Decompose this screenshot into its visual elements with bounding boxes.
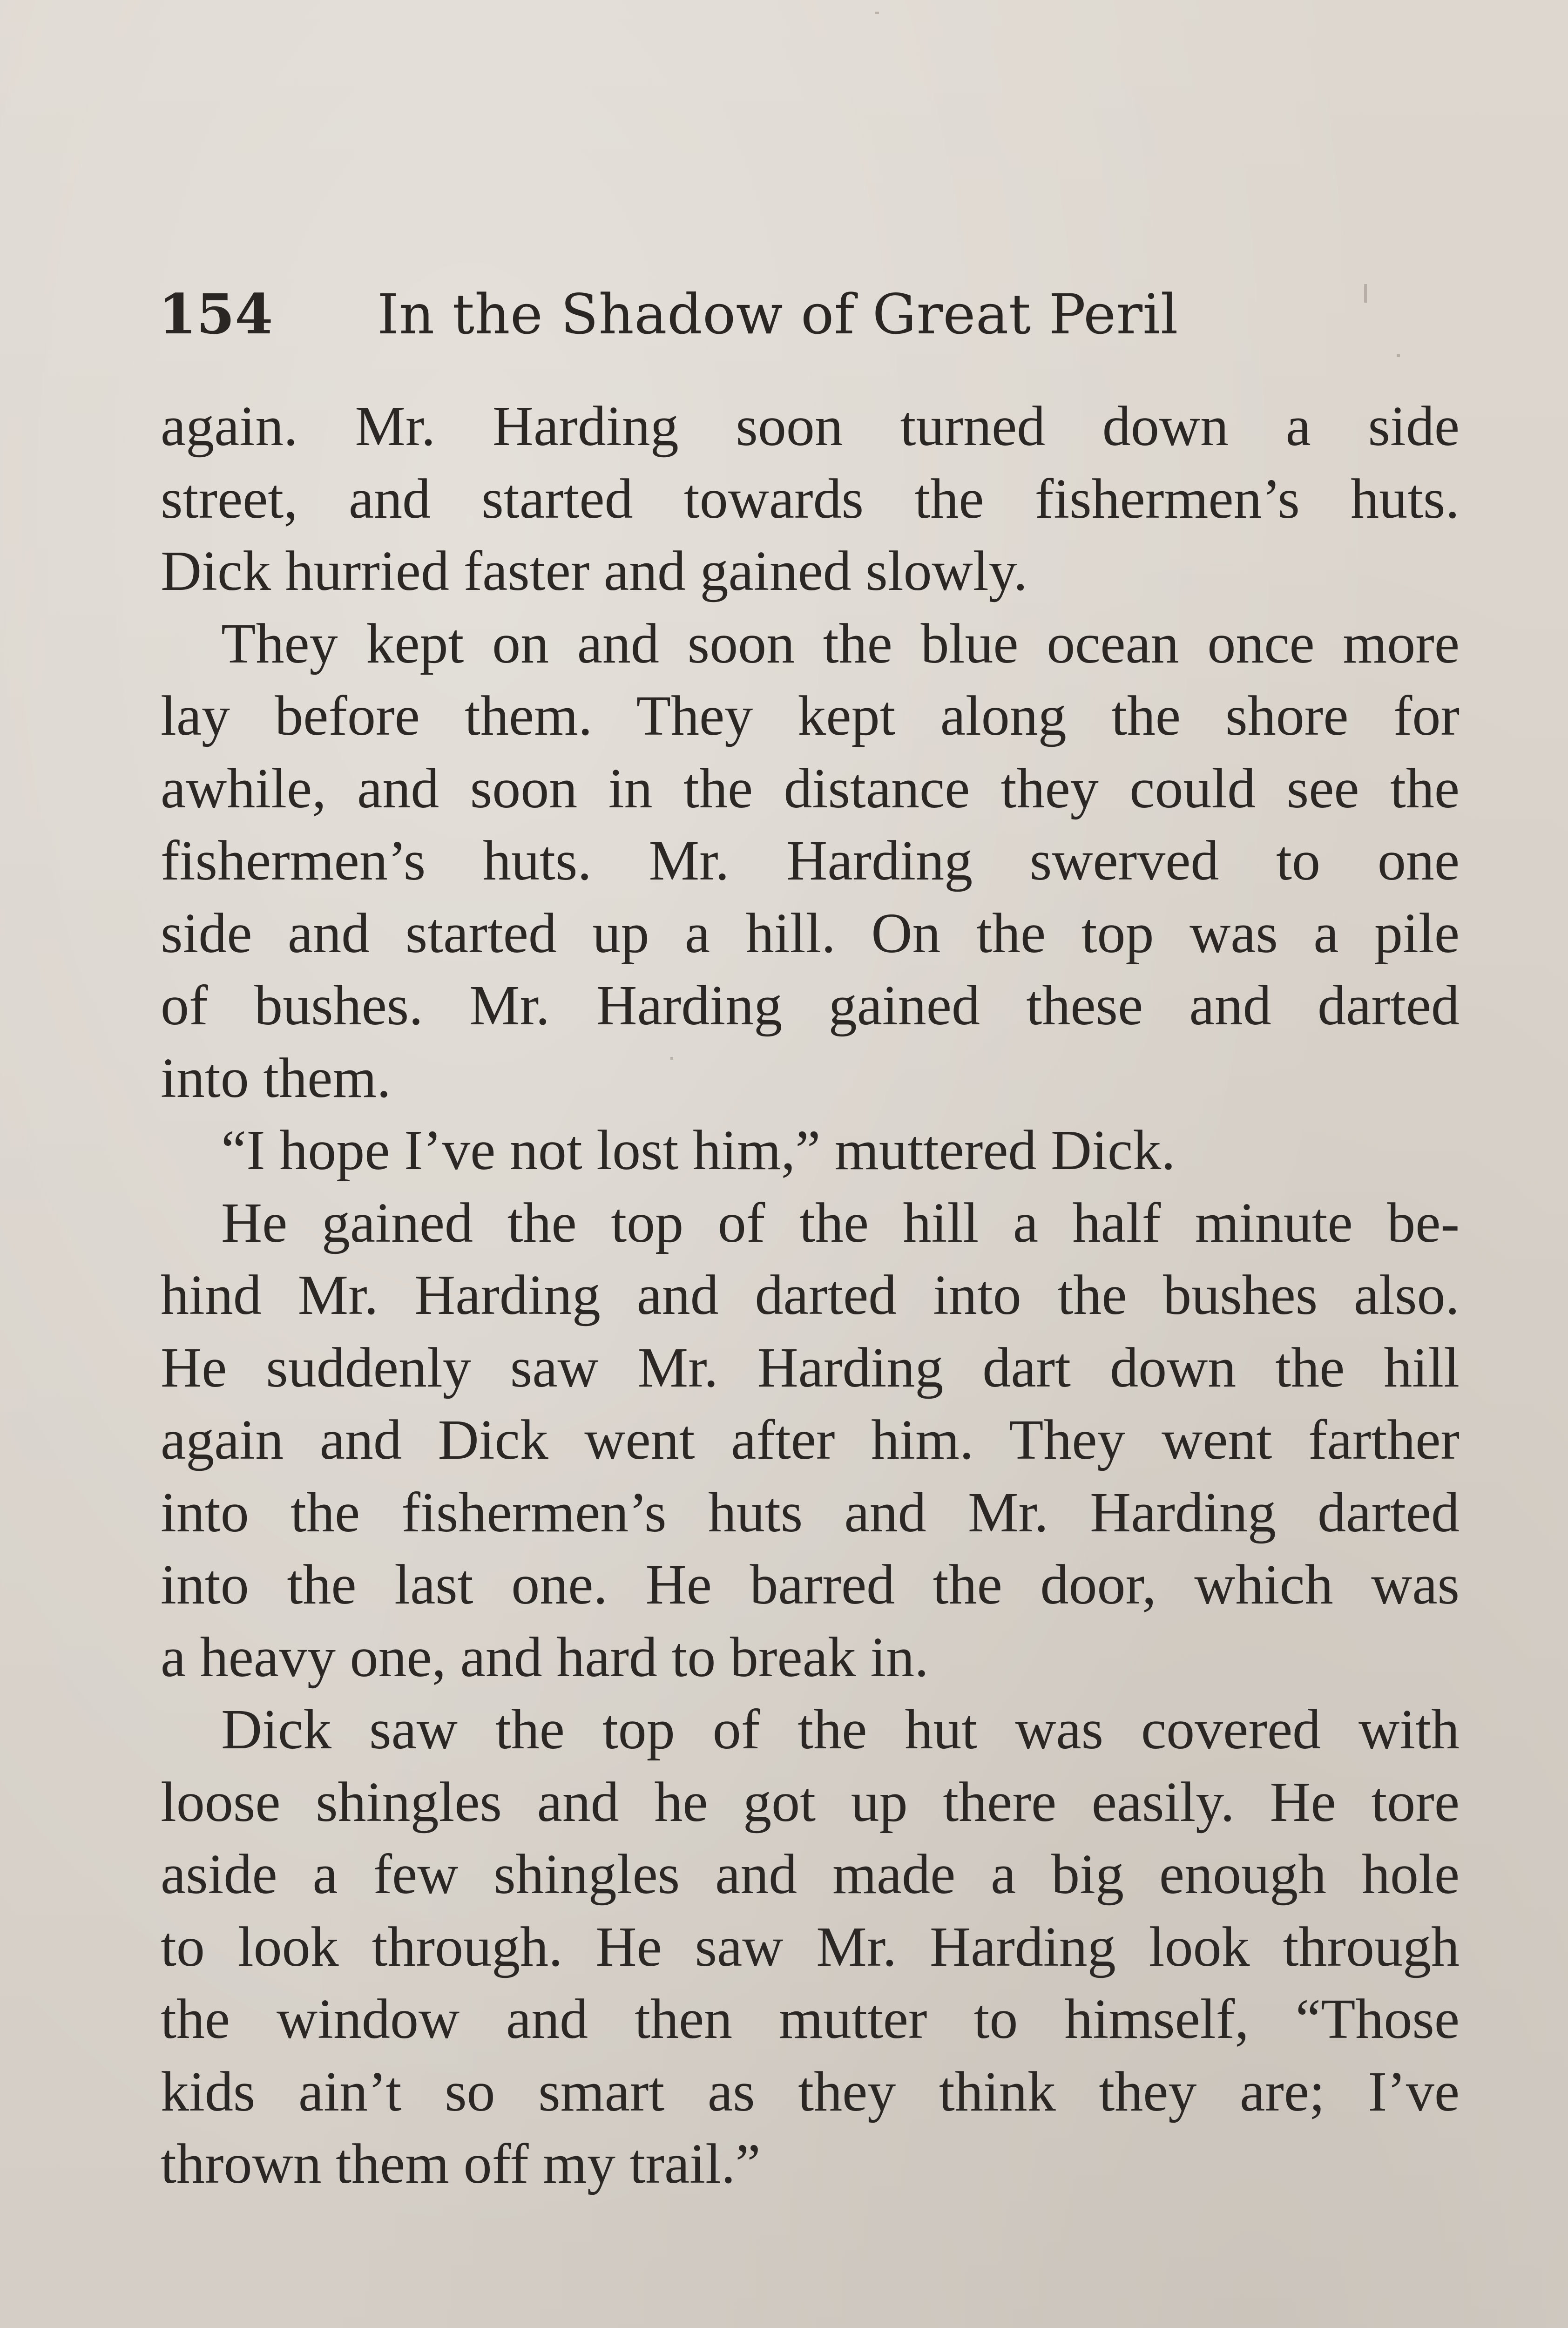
text-line: lay before them. They kept along the shore for <box>161 684 1460 747</box>
running-head <box>158 282 1178 352</box>
text-line: of bushes. Mr. Harding gained these and darted <box>161 974 1460 1037</box>
text-line: “I hope I’ve not lost him,” muttered Dick. <box>221 1119 1176 1182</box>
text-line: kids ain’t so smart as they think they are; I’ve <box>161 2060 1460 2123</box>
text-line: into the last one. He barred the door, which was <box>161 1553 1460 1616</box>
text-line: street, and started towards the fishermen’s huts. <box>161 467 1460 530</box>
body-text <box>161 390 1460 2200</box>
text-line: side and started up a hill. On the top was a pile <box>161 901 1460 965</box>
text-line: He suddenly saw Mr. Harding dart down the hill <box>161 1336 1460 1399</box>
text-line: He gained the top of the hill a half minute be- <box>221 1191 1460 1254</box>
page-number: 154 <box>158 282 273 346</box>
running-title: In the Shadow of Great Peril <box>377 282 1178 346</box>
text-line: to look through. He saw Mr. Harding look through <box>161 1915 1460 1978</box>
text-line: aside a few shingles and made a big enough hole <box>161 1843 1460 1906</box>
text-line: a heavy one, and hard to break in. <box>161 1625 929 1689</box>
text-line: They kept on and soon the blue ocean once more <box>221 612 1460 675</box>
text-line: hind Mr. Harding and darted into the bushes also. <box>161 1264 1460 1326</box>
paper-speck <box>1397 354 1400 357</box>
text-line: loose shingles and he got up there easily. He tore <box>161 1770 1460 1834</box>
text-line: into them. <box>161 1046 391 1110</box>
text-line: again and Dick went after him. They went farther <box>161 1408 1460 1471</box>
text-line: Dick hurried faster and gained slowly. <box>161 540 1028 602</box>
text-line: the window and then mutter to himself, “Those <box>161 1988 1460 2051</box>
paper-speck <box>1364 284 1367 303</box>
text-line: thrown them off my trail.” <box>161 2132 761 2195</box>
text-line: fishermen’s huts. Mr. Harding swerved to one <box>161 829 1460 892</box>
text-line: into the fishermen’s huts and Mr. Harding darted <box>161 1481 1460 1544</box>
text-line: Dick saw the top of the hut was covered with <box>221 1698 1460 1761</box>
text-line: awhile, and soon in the distance they could see the <box>161 757 1460 820</box>
text-line: again. Mr. Harding soon turned down a side <box>161 395 1460 458</box>
paper-speck <box>875 12 879 14</box>
